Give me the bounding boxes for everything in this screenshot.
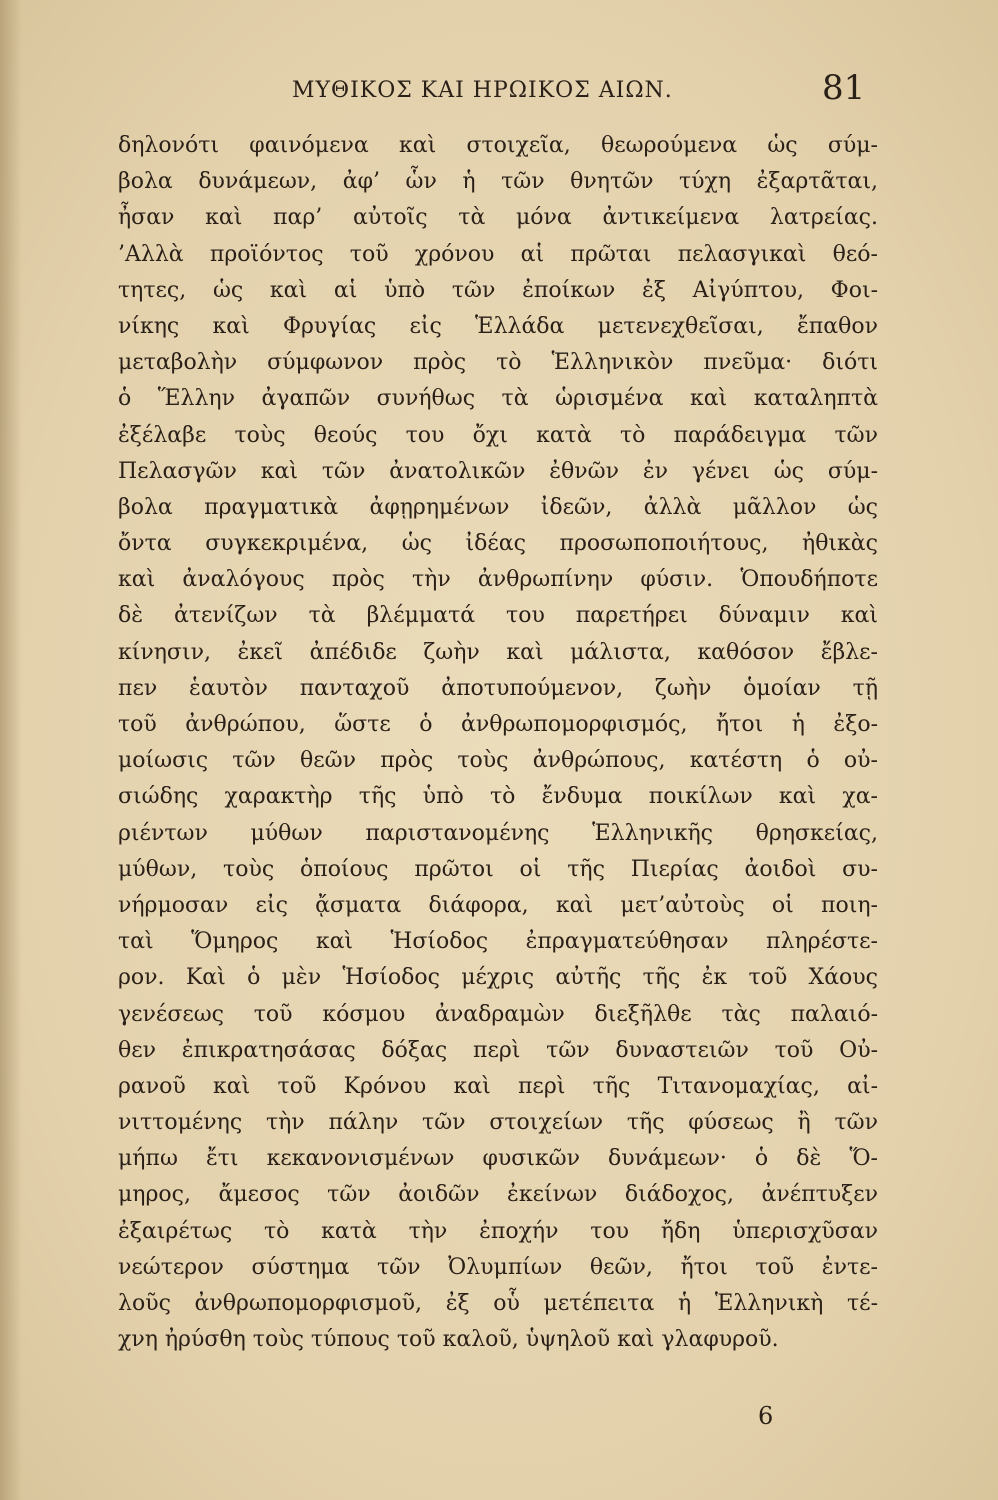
running-title: ΜΥΘΙΚΟΣ ΚΑΙ ΗΡΩΙΚΟΣ ΑΙΩΝ.	[292, 78, 673, 103]
text-line: τητες, ὡς καὶ αἱ ὑπὸ τῶν ἐποίκων ἐξ Αἰγύπτου, Φοι-	[118, 277, 878, 303]
text-line: κίνησιν, ἐκεῖ ἀπέδιδε ζωὴν καὶ μάλιστα, καθόσον ἔβλε-	[118, 639, 878, 665]
text-line: δὲ ἀτενίζων τὰ βλέμματά του παρετήρει δύναμιν καὶ	[118, 603, 878, 629]
text-line: ρον. Καὶ ὁ μὲν Ἡσίοδος μέχρις αὐτῆς τῆς ἐκ τοῦ Χάους	[118, 965, 878, 991]
text-line: λοῦς ἀνθρωπομορφισμοῦ, ἐξ οὗ μετέπειτα ἡ Ἑλληνικὴ τέ-	[118, 1291, 878, 1316]
text-line: καὶ ἀναλόγους πρὸς τὴν ἀνθρωπίνην φύσιν. Ὁπουδήποτε	[118, 567, 878, 593]
page-number: 81	[822, 68, 866, 108]
text-line: ’Αλλὰ προϊόντος τοῦ χρόνου αἱ πρῶται πελασγικαὶ θεό-	[118, 241, 878, 267]
text-line: σιώδης χαρακτὴρ τῆς ὑπὸ τὸ ἔνδυμα ποικίλων καὶ χα-	[118, 784, 878, 810]
text-line: νεώτερον σύστημα τῶν Ὀλυμπίων θεῶν, ἤτοι τοῦ ἐντε-	[118, 1254, 878, 1280]
text-line: βολα δυνάμεων, ἀφ’ ὧν ἡ τῶν θνητῶν τύχη ἐξαρτᾶται,	[118, 169, 878, 195]
text-line: μοίωσις τῶν θεῶν πρὸς τοὺς ἀνθρώπους, κατέστη ὁ οὐ-	[118, 748, 878, 774]
text-line: ἐξαιρέτως τὸ κατὰ τὴν ἐποχήν του ἤδη ὑπερισχῦσαν	[118, 1218, 878, 1244]
body-text	[118, 128, 878, 1358]
text-line: μηρος, ἄμεσος τῶν ἀοιδῶν ἐκείνων διάδοχος, ἀνέπτυξεν	[118, 1182, 878, 1208]
text-line: ἐξέλαβε τοὺς θεούς του ὄχι κατὰ τὸ παράδειγμα τῶν	[118, 422, 878, 448]
text-line: δηλονότι φαινόμενα καὶ στοιχεῖα, θεωρούμενα ὡς σύμ-	[118, 133, 878, 158]
text-line: μύθων, τοὺς ὁποίους πρῶτοι οἱ τῆς Πιερίας ἀοιδοὶ συ-	[118, 856, 878, 882]
printer-signature: 6	[758, 1402, 774, 1430]
text-line: νιττομένης τὴν πάλην τῶν στοιχείων τῆς φύσεως ἢ τῶν	[118, 1110, 878, 1136]
text-line: χνη ἠρύσθη τοὺς τύπους τοῦ καλοῦ, ὑψηλοῦ καὶ γλαφυροῦ.	[118, 1327, 779, 1353]
text-line: ὁ Ἕλλην ἀγαπῶν συνήθως τὰ ὡρισμένα καὶ καταληπτὰ	[118, 386, 878, 412]
text-line: νίκης καὶ Φρυγίας εἰς Ἑλλάδα μετενεχθεῖσαι, ἔπαθον	[118, 313, 878, 339]
text-line: τοῦ ἀνθρώπου, ὥστε ὁ ἀνθρωπομορφισμός, ἤτοι ἡ ἐξο-	[118, 712, 878, 737]
text-line: ὄντα συγκεκριμένα, ὡς ἰδέας προσωποποιήτους, ἠθικὰς	[118, 531, 878, 557]
text-line: γενέσεως τοῦ κόσμου ἀναδραμὼν διεξῆλθε τὰς παλαιό-	[118, 1001, 878, 1027]
text-line: βολα πραγματικὰ ἀφῃρημένων ἰδεῶν, ἀλλὰ μᾶλλον ὡς	[118, 494, 878, 520]
text-line: θεν ἐπικρατησάσας δόξας περὶ τῶν δυναστειῶν τοῦ Οὐ-	[118, 1037, 878, 1063]
text-line: ταὶ Ὅμηρος καὶ Ἡσίοδος ἐπραγματεύθησαν πληρέστε-	[118, 929, 878, 955]
text-line: ἦσαν καὶ παρ’ αὐτοῖς τὰ μόνα ἀντικείμενα λατρείας.	[118, 205, 878, 231]
text-line: ρανοῦ καὶ τοῦ Κρόνου καὶ περὶ τῆς Τιτανομαχίας, αἰ-	[118, 1073, 878, 1099]
text-line: πεν ἑαυτὸν πανταχοῦ ἀποτυπούμενον, ζωὴν ὁμοίαν τῇ	[118, 675, 878, 701]
binding-shadow	[0, 0, 22, 1500]
text-line: ριέντων μύθων παριστανομένης Ἑλληνικῆς θρησκείας,	[118, 820, 878, 846]
text-line: νήρμοσαν εἰς ᾄσματα διάφορα, καὶ μετ’αὐτοὺς οἱ ποιη-	[118, 892, 878, 918]
text-line: μήπω ἔτι κεκανονισμένων φυσικῶν δυνάμεων· ὁ δὲ Ὅ-	[118, 1146, 878, 1172]
text-line: Πελασγῶν καὶ τῶν ἀνατολικῶν ἐθνῶν ἐν γένει ὡς σύμ-	[118, 458, 878, 484]
text-line: μεταβολὴν σύμφωνον πρὸς τὸ Ἑλληνικὸν πνεῦμα· διότι	[118, 350, 878, 376]
